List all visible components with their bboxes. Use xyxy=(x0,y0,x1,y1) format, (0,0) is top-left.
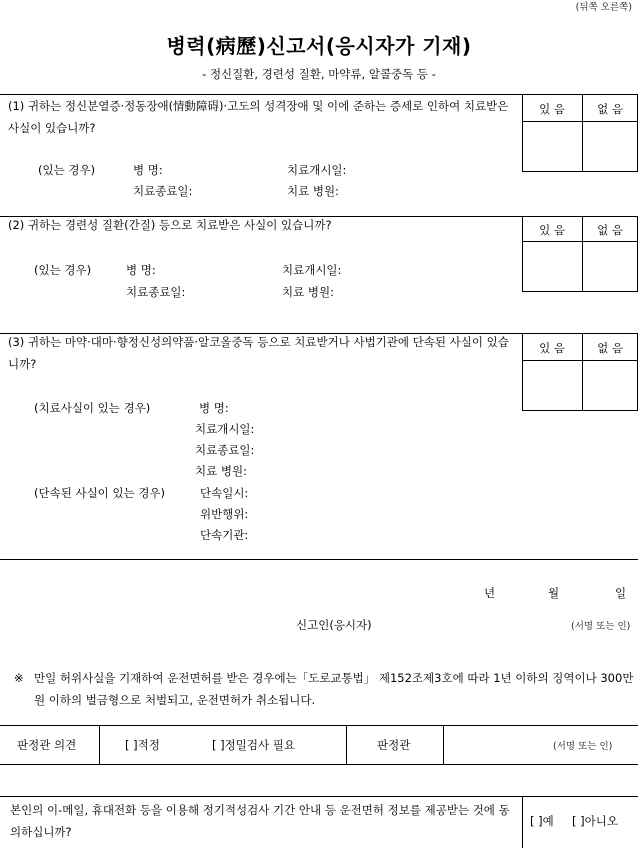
q3-violation-label: 위반행위: xyxy=(200,507,249,521)
signature-section-border xyxy=(0,559,638,560)
q3-text: (3) 귀하는 마약·대마·향정신성의약품·알코올중독 등으로 치료받거나 사법기관에 단속된 사실이 있습니까? xyxy=(8,335,509,371)
q1-text: (1) 귀하는 정신분열증·정동장애(情動障碍)·고도의 성격장애 및 이에 준하는 증세로 인하여 치료받은 사실이 있습니까? xyxy=(8,99,509,135)
q2-no-label: 없 음 xyxy=(597,223,623,237)
q2-start-label: 치료개시일: xyxy=(282,263,342,277)
q1-end-label: 치료종료일: xyxy=(133,184,193,198)
q2-hospital-label: 치료 병원: xyxy=(282,285,334,299)
q3-no-label: 없 음 xyxy=(597,341,623,355)
q2-end-label: 치료종료일: xyxy=(126,285,186,299)
warning-mark: ※ xyxy=(14,671,24,685)
q1-start-label: 치료개시일: xyxy=(287,163,347,177)
q3-treat-case-label: (치료사실이 있는 경우) xyxy=(34,401,151,415)
q3-start-label: 치료개시일: xyxy=(195,422,255,436)
q3-disease-label: 병 명: xyxy=(199,401,229,415)
q2-text: (2) 귀하는 경련성 질환(간질) 등으로 치료받은 사실이 있습니까? xyxy=(8,218,332,232)
consent-text: 본인의 이-메일, 휴대전화 등을 이용해 정기적성검사 기간 안내 등 운전면허 정보를 제공받는 것에 동의하십니까? xyxy=(10,803,510,839)
date-year: 년 xyxy=(484,586,496,600)
judge-sign-note: (서명 또는 인) xyxy=(553,741,613,752)
form-title: 병력(病歷)신고서(응시자가 기재) xyxy=(166,34,472,58)
q1-yes-label: 있 음 xyxy=(539,102,565,116)
judge-opt-detailed-exam[interactable]: [ ]정밀검사 필요 xyxy=(212,738,295,752)
reporter-sign-note: (서명 또는 인) xyxy=(571,621,631,632)
reporter-label: 신고인(응시자) xyxy=(296,618,372,632)
judge-row-bottom-border xyxy=(0,764,638,765)
q2-disease-label: 병 명: xyxy=(126,263,156,277)
q3-no-checkbox[interactable] xyxy=(583,361,637,410)
q1-hospital-label: 치료 병원: xyxy=(287,184,339,198)
q3-yes-label: 있 음 xyxy=(539,341,565,355)
q2-case-label: (있는 경우) xyxy=(34,263,92,277)
q1-no-label: 없 음 xyxy=(597,102,623,116)
consent-no-option[interactable]: [ ]아니오 xyxy=(572,814,618,828)
q1-yes-checkbox[interactable] xyxy=(523,122,581,171)
q3-agency-label: 단속기관: xyxy=(200,528,249,542)
q3-enforce-date-label: 단속일시: xyxy=(200,486,249,500)
corner-note: (뒤쪽 오른쪽) xyxy=(575,2,632,13)
q1-case-label: (있는 경우) xyxy=(38,163,96,177)
q3-end-label: 치료종료일: xyxy=(195,443,255,457)
date-day: 일 xyxy=(615,586,627,600)
form-subtitle: - 정신질환, 경련성 질환, 마약류, 알콜중독 등 - xyxy=(202,67,436,81)
judge-row-top-border xyxy=(0,725,638,726)
warning-text: 만일 허위사실을 기재하여 운전면허를 받은 경우에는「도로교통법」 제152조제3호에 따라 1년 이하의 징역이나 300만원 이하의 벌금형으로 처벌되고, 운전면허가 취소됩니다. xyxy=(34,671,634,707)
consent-row-top-border xyxy=(0,796,638,797)
q2-yes-label: 있 음 xyxy=(539,223,565,237)
q1-no-checkbox[interactable] xyxy=(583,122,637,171)
judge-opt-appropriate[interactable]: [ ]적정 xyxy=(125,738,160,752)
q2-no-checkbox[interactable] xyxy=(583,242,637,291)
consent-yes-option[interactable]: [ ]예 xyxy=(530,814,554,828)
q3-enforce-case-label: (단속된 사실이 있는 경우) xyxy=(34,486,166,500)
q1-disease-label: 병 명: xyxy=(133,163,163,177)
date-month: 월 xyxy=(548,586,560,600)
q3-yes-checkbox[interactable] xyxy=(523,361,581,410)
q2-yes-checkbox[interactable] xyxy=(523,242,581,291)
judge-opinion-label: 판정관 의견 xyxy=(17,738,77,752)
judge-label: 판정관 xyxy=(377,738,411,752)
q3-hospital-label: 치료 병원: xyxy=(195,464,247,478)
